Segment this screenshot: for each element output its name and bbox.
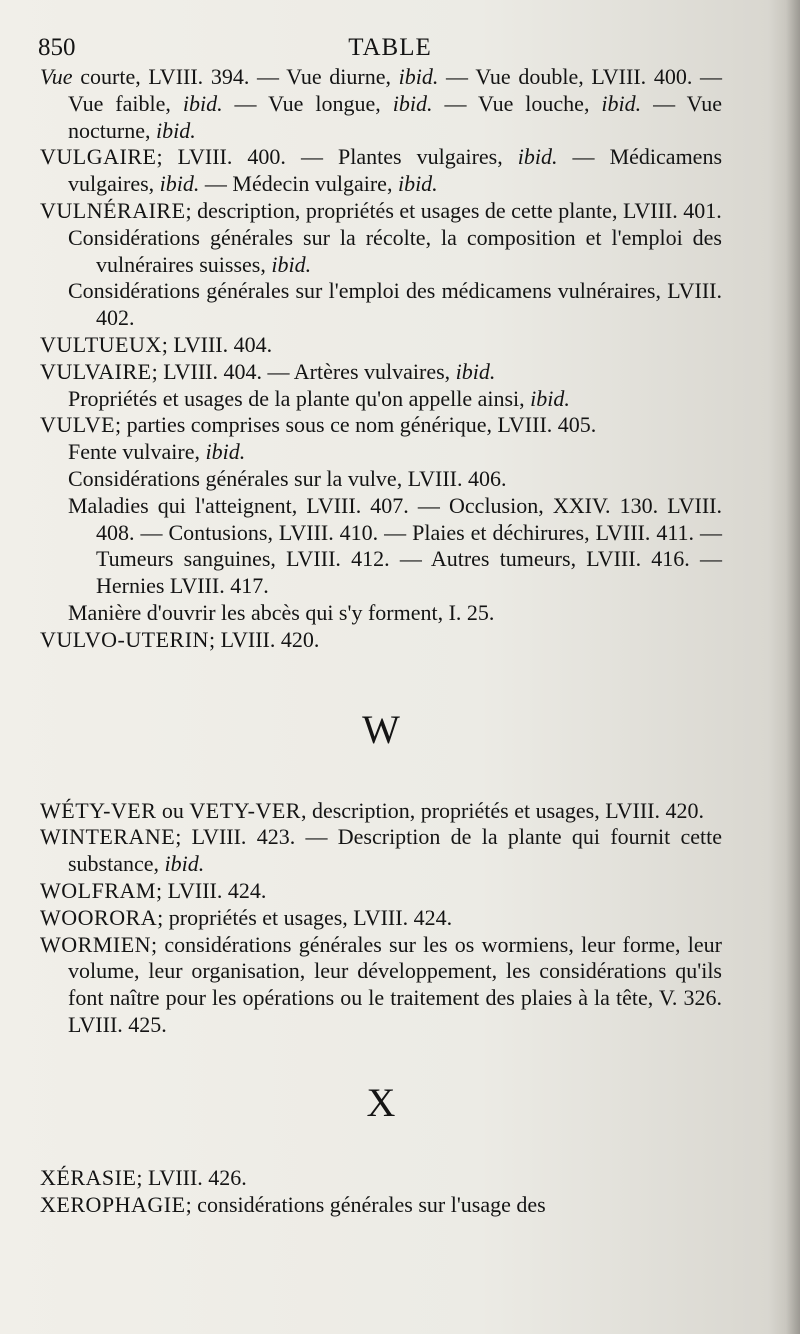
- entry-headword: WORMIEN: [40, 931, 152, 957]
- entry-headword: VULTUEUX: [40, 331, 162, 357]
- entry-headword: WOORORA: [40, 904, 158, 930]
- index-entry-wormien: WORMIEN; considérations générales sur les os wormiens, leur forme, leur volume, leur organisation, leur développement, les considérations qu'ils font naître pour les opérations ou le traitement des plaies à la tête, V. 326. LVIII. 425.: [40, 931, 722, 1037]
- index-subentry: Manière d'ouvrir les abcès qui s'y forment, I. 25.: [68, 599, 495, 625]
- index-subentry: Considérations générales sur l'emploi des médicamens vulnéraires, LVIII. 402.: [68, 278, 722, 331]
- index-subentry: Propriétés et usages de la plante qu'on appelle ainsi, ibid.: [68, 385, 570, 411]
- page-header: [38, 34, 742, 64]
- entry-lead: Vue: [40, 64, 73, 89]
- index-content: [40, 64, 722, 1218]
- entry-headword: XEROPHAGIE: [40, 1191, 186, 1217]
- entry-headword: VULVAIRE: [40, 358, 152, 384]
- index-subentry: Fente vulvaire, ibid.: [68, 439, 246, 465]
- index-entry-winterane: WINTERANE; LVIII. 423. — Description de la plante qui fournit cette substance, ibid.: [40, 824, 722, 877]
- section-letter-w: W: [362, 706, 400, 752]
- index-entry-vulgaire: VULGAIRE; LVIII. 400. — Plantes vulgaires, ibid. — Médicamens vulgaires, ibid. — Médecin vulgaire, ibid.: [40, 144, 723, 197]
- index-entry-vultueux: VULTUEUX; LVIII. 404.: [40, 331, 273, 357]
- page-edge-shadow: [786, 0, 800, 1334]
- index-entry-vue: Vue courte, LVIII. 394. — Vue diurne, ibid. — Vue double, LVIII. 400. — Vue faible, ibid. — Vue longue, ibid. — Vue louche, ibid. — Vue nocturne, ibid.: [40, 64, 723, 143]
- index-entry-vulvo-uterin: VULVO-UTERIN; LVIII. 420.: [40, 626, 320, 652]
- index-entry-vulve: VULVE; parties comprises sous ce nom générique, LVIII. 405.: [40, 412, 597, 438]
- entry-headword: WÉTY-VER: [40, 797, 157, 823]
- index-subentry: Considérations générales sur la récolte, la composition et l'emploi des vulnéraires suisses, ibid.: [68, 224, 722, 277]
- running-title: TABLE: [348, 34, 432, 61]
- index-entry-vulvaire: VULVAIRE; LVIII. 404. — Artères vulvaires, ibid.: [40, 358, 496, 384]
- index-entry-woorora: WOORORA; propriétés et usages, LVIII. 424.: [40, 904, 453, 930]
- index-subentry: Maladies qui l'atteignent, LVIII. 407. — Occlusion, XXIV. 130. LVIII. 408. — Contusions, LVIII. 410. — Plaies et déchirures, LVIII. 411. — Tumeurs sanguines, LVIII. 412. — Autres tumeurs, LVIII. 416. — Hernies LVIII. 417.: [68, 492, 722, 599]
- entry-headword: WINTERANE: [40, 824, 176, 850]
- entry-headword: VULNÉRAIRE: [40, 197, 186, 223]
- index-entry-xerophagie: XEROPHAGIE; considérations générales sur l'usage des: [40, 1191, 546, 1217]
- entry-headword: VETY-VER: [189, 797, 301, 823]
- entry-headword: VULVE: [40, 412, 116, 438]
- index-entry-vulneraire: VULNÉRAIRE; description, propriétés et usages de cette plante, LVIII. 401.: [40, 197, 722, 223]
- index-entry-xerasie: XÉRASIE; LVIII. 426.: [40, 1164, 247, 1190]
- section-letter-x: X: [366, 1079, 396, 1125]
- index-entry-wolfram: WOLFRAM; LVIII. 424.: [40, 877, 267, 903]
- entry-headword: VULGAIRE: [40, 144, 157, 170]
- entry-headword: WOLFRAM: [40, 877, 156, 903]
- index-entry-wety-ver: WÉTY-VER ou VETY-VER, description, propriétés et usages, LVIII. 420.: [40, 797, 705, 823]
- entry-headword: XÉRASIE: [40, 1164, 137, 1190]
- entry-headword: VULVO-UTERIN: [40, 626, 209, 652]
- index-subentry: Considérations générales sur la vulve, LVIII. 406.: [68, 465, 507, 491]
- page-number: 850: [38, 34, 76, 61]
